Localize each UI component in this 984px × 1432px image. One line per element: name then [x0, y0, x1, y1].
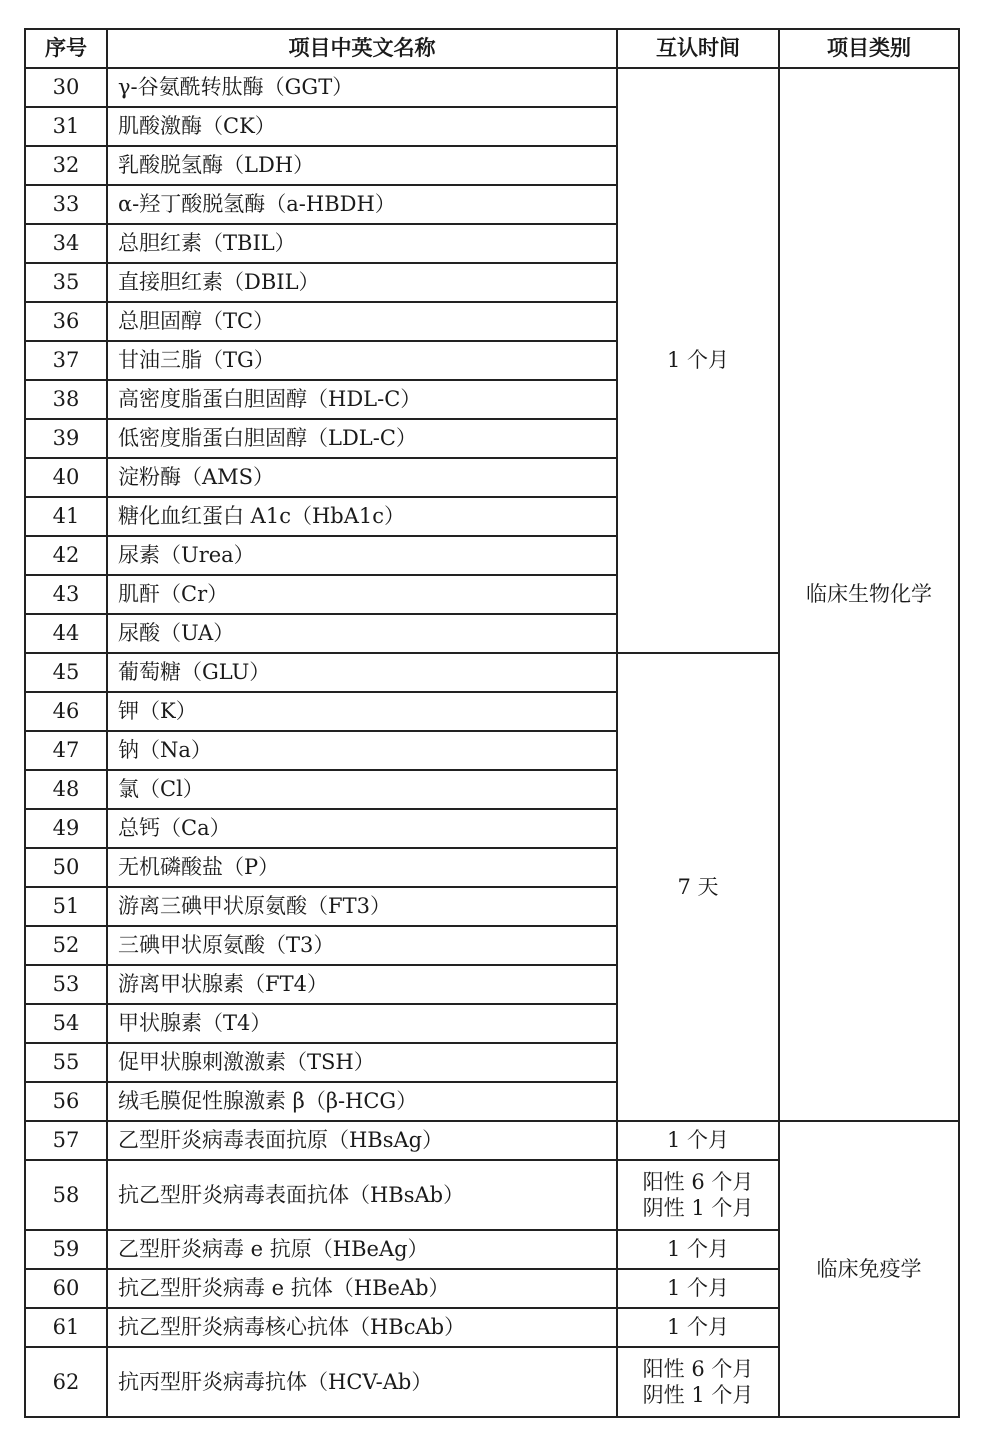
- time-group-1: 1 个月: [617, 68, 779, 653]
- row-time: 1 个月: [617, 1308, 779, 1347]
- row-name: 总胆固醇（TC）: [107, 302, 617, 341]
- row-name: 氯（Cl）: [107, 770, 617, 809]
- row-time: [617, 1160, 779, 1230]
- time-group-2: 7 天: [617, 653, 779, 1121]
- row-no: 61: [25, 1308, 107, 1347]
- row-name: 绒毛膜促性腺激素 β（β-HCG）: [107, 1082, 617, 1121]
- category-biochem: 临床生物化学: [779, 68, 959, 1121]
- row-time: 1 个月: [617, 1121, 779, 1160]
- row-no: 31: [25, 107, 107, 146]
- row-name: 淀粉酶（AMS）: [107, 458, 617, 497]
- row-name: 糖化血红蛋白 A1c（HbA1c）: [107, 497, 617, 536]
- row-name: 总钙（Ca）: [107, 809, 617, 848]
- row-no: 47: [25, 731, 107, 770]
- row-no: 59: [25, 1230, 107, 1269]
- row-name: 游离三碘甲状原氨酸（FT3）: [107, 887, 617, 926]
- row-name: 高密度脂蛋白胆固醇（HDL-C）: [107, 380, 617, 419]
- row-no: 35: [25, 263, 107, 302]
- row-no: 37: [25, 341, 107, 380]
- row-time: 1 个月: [617, 1269, 779, 1308]
- mutual-recognition-table-page: [24, 28, 960, 1418]
- row-no: 45: [25, 653, 107, 692]
- row-no: 50: [25, 848, 107, 887]
- header-category: 项目类别: [779, 29, 959, 68]
- row-name: 尿素（Urea）: [107, 536, 617, 575]
- row-no: 51: [25, 887, 107, 926]
- row-name: 甘油三脂（TG）: [107, 341, 617, 380]
- row-no: 41: [25, 497, 107, 536]
- row-name: 促甲状腺刺激激素（TSH）: [107, 1043, 617, 1082]
- row-no: 53: [25, 965, 107, 1004]
- row-name: 抗乙型肝炎病毒表面抗体（HBsAb）: [107, 1160, 617, 1230]
- row-no: 42: [25, 536, 107, 575]
- row-no: 33: [25, 185, 107, 224]
- time-positive: 阳性 6 个月: [642, 1169, 754, 1194]
- row-no: 55: [25, 1043, 107, 1082]
- row-no: 57: [25, 1121, 107, 1160]
- row-name: 低密度脂蛋白胆固醇（LDL-C）: [107, 419, 617, 458]
- row-no: 46: [25, 692, 107, 731]
- category-immuno: 临床免疫学: [779, 1121, 959, 1417]
- row-no: 34: [25, 224, 107, 263]
- time-negative: 阴性 1 个月: [642, 1383, 754, 1407]
- row-no: 39: [25, 419, 107, 458]
- row-no: 62: [25, 1347, 107, 1417]
- row-name: 甲状腺素（T4）: [107, 1004, 617, 1043]
- row-no: 58: [25, 1160, 107, 1230]
- row-name: 葡萄糖（GLU）: [107, 653, 617, 692]
- time-positive: 阳性 6 个月: [642, 1356, 754, 1381]
- time-negative: 阴性 1 个月: [642, 1196, 754, 1220]
- row-no: 60: [25, 1269, 107, 1308]
- row-name: 乙型肝炎病毒表面抗原（HBsAg）: [107, 1121, 617, 1160]
- table-header-row: [25, 29, 959, 68]
- row-no: 36: [25, 302, 107, 341]
- row-name: 直接胆红素（DBIL）: [107, 263, 617, 302]
- row-time: 1 个月: [617, 1230, 779, 1269]
- row-name: 乙型肝炎病毒 e 抗原（HBeAg）: [107, 1230, 617, 1269]
- row-name: 抗乙型肝炎病毒核心抗体（HBcAb）: [107, 1308, 617, 1347]
- row-name: α-羟丁酸脱氢酶（a-HBDH）: [107, 185, 617, 224]
- row-time: [617, 1347, 779, 1417]
- header-no: 序号: [25, 29, 107, 68]
- row-no: 32: [25, 146, 107, 185]
- row-no: 38: [25, 380, 107, 419]
- row-name: 抗乙型肝炎病毒 e 抗体（HBeAb）: [107, 1269, 617, 1308]
- row-no: 49: [25, 809, 107, 848]
- row-no: 54: [25, 1004, 107, 1043]
- row-name: γ-谷氨酰转肽酶（GGT）: [107, 68, 617, 107]
- row-no: 43: [25, 575, 107, 614]
- row-name: 肌酐（Cr）: [107, 575, 617, 614]
- mutual-recognition-table: [24, 28, 960, 1418]
- row-no: 40: [25, 458, 107, 497]
- row-name: 尿酸（UA）: [107, 614, 617, 653]
- row-name: 总胆红素（TBIL）: [107, 224, 617, 263]
- row-no: 30: [25, 68, 107, 107]
- table-row: [25, 1121, 959, 1160]
- row-name: 抗丙型肝炎病毒抗体（HCV-Ab）: [107, 1347, 617, 1417]
- row-name: 乳酸脱氢酶（LDH）: [107, 146, 617, 185]
- row-no: 56: [25, 1082, 107, 1121]
- row-no: 52: [25, 926, 107, 965]
- row-name: 三碘甲状原氨酸（T3）: [107, 926, 617, 965]
- row-name: 无机磷酸盐（P）: [107, 848, 617, 887]
- row-name: 钠（Na）: [107, 731, 617, 770]
- table-row: [25, 68, 959, 107]
- row-no: 44: [25, 614, 107, 653]
- header-time: 互认时间: [617, 29, 779, 68]
- row-name: 游离甲状腺素（FT4）: [107, 965, 617, 1004]
- row-name: 钾（K）: [107, 692, 617, 731]
- row-name: 肌酸激酶（CK）: [107, 107, 617, 146]
- header-name: 项目中英文名称: [107, 29, 617, 68]
- row-no: 48: [25, 770, 107, 809]
